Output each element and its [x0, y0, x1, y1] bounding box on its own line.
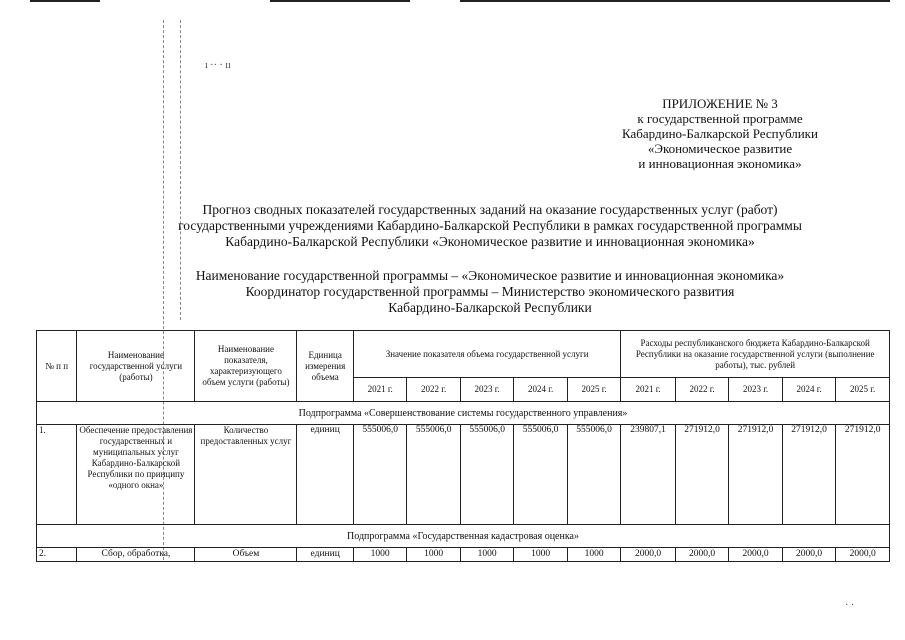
program-coordinator: Координатор государственной программы – Министерство экономического развития	[245, 284, 735, 299]
title-line: Прогноз сводных показателей государственных заданий на оказание государственных услуг (работ)	[202, 202, 778, 217]
subprogram-title: Подпрограмма «Государственная кадастровая оценка»	[37, 525, 890, 548]
header-expense-year: 2023 г.	[729, 378, 782, 402]
row-value: 555006,0	[407, 425, 460, 525]
header-value-year: 2023 г.	[460, 378, 513, 402]
table-row	[37, 425, 890, 525]
row-value: 1000	[514, 548, 567, 562]
header-value-group: Значение показателя объема государственной услуги	[353, 331, 620, 378]
row-value: 555006,0	[353, 425, 406, 525]
row-indicator: Количество предоставленных услуг	[195, 425, 297, 525]
header-value-year: 2024 г.	[514, 378, 567, 402]
row-expense: 239807,1	[621, 425, 676, 525]
row-expense: 2000,0	[836, 548, 890, 562]
row-expense: 2000,0	[675, 548, 728, 562]
row-value: 1000	[567, 548, 620, 562]
header-value-year: 2022 г.	[407, 378, 460, 402]
title-line: государственными учреждениями Кабардино-Балкарской Республики в рамках государственной программы	[178, 218, 802, 233]
subprogram-title: Подпрограмма «Совершенствование системы государственного управления»	[37, 402, 890, 425]
row-num: 2.	[37, 548, 77, 562]
subprogram-row	[37, 525, 890, 548]
row-service: Обеспечение предоставления государственных и муниципальных услуг Кабардино-Балкарской Республики по принципу «одного окна»	[77, 425, 195, 525]
row-expense: 2000,0	[782, 548, 835, 562]
indicators-table	[36, 330, 890, 562]
row-expense: 271912,0	[675, 425, 728, 525]
header-expense-year: 2025 г.	[836, 378, 890, 402]
scan-artifact-mark: ı ·· · ıı	[205, 60, 231, 71]
row-expense: 2000,0	[621, 548, 676, 562]
program-info	[100, 268, 880, 316]
title-line: Кабардино-Балкарской Республики «Экономическое развитие и инновационная экономика»	[225, 234, 755, 249]
row-indicator: Объем	[195, 548, 297, 562]
header-unit: Единица измерения объема	[297, 331, 354, 402]
row-unit: единиц	[297, 425, 354, 525]
row-expense: 271912,0	[836, 425, 890, 525]
row-value: 1000	[353, 548, 406, 562]
row-expense: 271912,0	[729, 425, 782, 525]
header-expense-year: 2024 г.	[782, 378, 835, 402]
row-value: 555006,0	[460, 425, 513, 525]
table-row	[37, 548, 890, 562]
appendix-line: и инновационная экономика»	[638, 156, 802, 171]
header-expense-year: 2021 г.	[621, 378, 676, 402]
header-value-year: 2025 г.	[567, 378, 620, 402]
header-expense-year: 2022 г.	[675, 378, 728, 402]
row-service: Сбор, обработка,	[77, 548, 195, 562]
subprogram-row	[37, 402, 890, 425]
appendix-title: ПРИЛОЖЕНИЕ № 3	[662, 96, 778, 111]
row-num: 1.	[37, 425, 77, 525]
document-title	[100, 202, 880, 250]
row-expense: 271912,0	[782, 425, 835, 525]
row-value: 555006,0	[567, 425, 620, 525]
row-unit: единиц	[297, 548, 354, 562]
header-service: Наименование государственной услуги (работы)	[77, 331, 195, 402]
row-value: 1000	[460, 548, 513, 562]
appendix-block	[540, 96, 900, 171]
top-border-line-left	[30, 0, 100, 2]
row-value: 555006,0	[514, 425, 567, 525]
header-value-year: 2021 г.	[353, 378, 406, 402]
program-coordinator-cont: Кабардино-Балкарской Республики	[388, 300, 592, 315]
appendix-line: «Экономическое развитие	[647, 141, 793, 156]
header-expense-group: Расходы республиканского бюджета Кабардино-Балкарской Республики на оказание государственной услуги (выполнение работы), тыс. рублей	[621, 331, 890, 378]
top-border-line-right	[460, 0, 890, 2]
header-indicator: Наименование показателя, характеризующего объем услуги (работы)	[195, 331, 297, 402]
scan-artifact-mark: · ·	[845, 600, 855, 611]
appendix-line: к государственной программе	[637, 111, 803, 126]
program-name: Наименование государственной программы – «Экономическое развитие и инновационная экономика»	[195, 268, 785, 283]
header-num: № п п	[37, 331, 77, 402]
top-border-line-middle	[270, 0, 410, 2]
appendix-line: Кабардино-Балкарской Республики	[622, 126, 818, 141]
row-value: 1000	[407, 548, 460, 562]
row-expense: 2000,0	[729, 548, 782, 562]
